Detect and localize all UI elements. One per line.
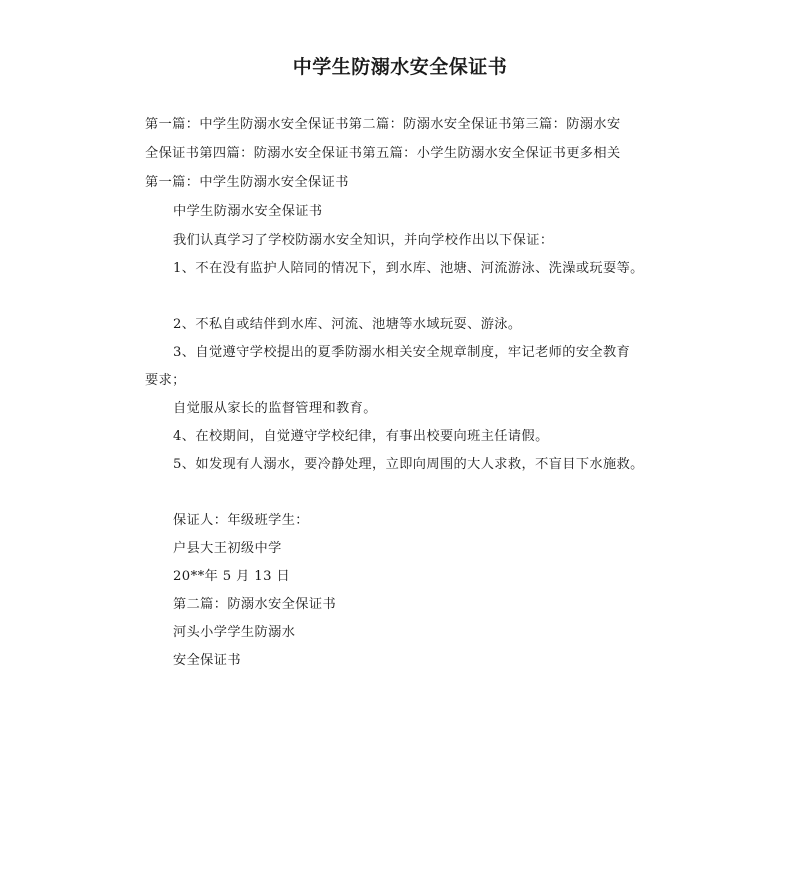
parent-supervision-line: 自觉服从家长的监督管理和教育。 <box>173 401 377 416</box>
intro-paragraph: 我们认真学习了学校防溺水安全知识，并向学校作出以下保证： <box>173 233 554 248</box>
second-section-heading: 第二篇：防溺水安全保证书 <box>173 597 337 612</box>
toc-line-2: 全保证书第四篇：防溺水安全保证书第五篇：小学生防溺水安全保证书更多相关 <box>145 146 621 161</box>
school-name: 户县大王初级中学 <box>173 541 282 556</box>
toc-line-3: 第一篇：中学生防溺水安全保证书 <box>145 175 349 190</box>
pledge-item-3: 3、自觉遵守学校提出的夏季防溺水相关安全规章制度，牢记老师的安全教育 <box>173 345 631 360</box>
guarantor-line: 保证人：年级班学生： <box>173 513 309 528</box>
pledge-item-4: 4、在校期间，自觉遵守学校纪律，有事出校要向班主任请假。 <box>173 429 549 444</box>
pledge-item-2: 2、不私自或结伴到水库、河流、池塘等水域玩耍、游泳。 <box>173 317 522 332</box>
pledge-item-3-continued: 要求； <box>145 373 186 388</box>
toc-line-1: 第一篇：中学生防溺水安全保证书第二篇：防溺水安全保证书第三篇：防溺水安 <box>145 117 621 132</box>
document-title: 中学生防溺水安全保证书 <box>292 56 508 78</box>
section-heading: 中学生防溺水安全保证书 <box>173 204 323 219</box>
pledge-item-1: 1、不在没有监护人陪同的情况下，到水库、池塘、河流游泳、洗澡或玩耍等。 <box>173 261 644 276</box>
second-section-line-2: 安全保证书 <box>173 653 241 668</box>
document-date: 20**年 5 月 13 日 <box>173 569 291 584</box>
pledge-item-5: 5、如发现有人溺水，要冷静处理，立即向周围的大人求救，不盲目下水施救。 <box>173 457 644 472</box>
second-section-line-1: 河头小学学生防溺水 <box>173 625 296 640</box>
